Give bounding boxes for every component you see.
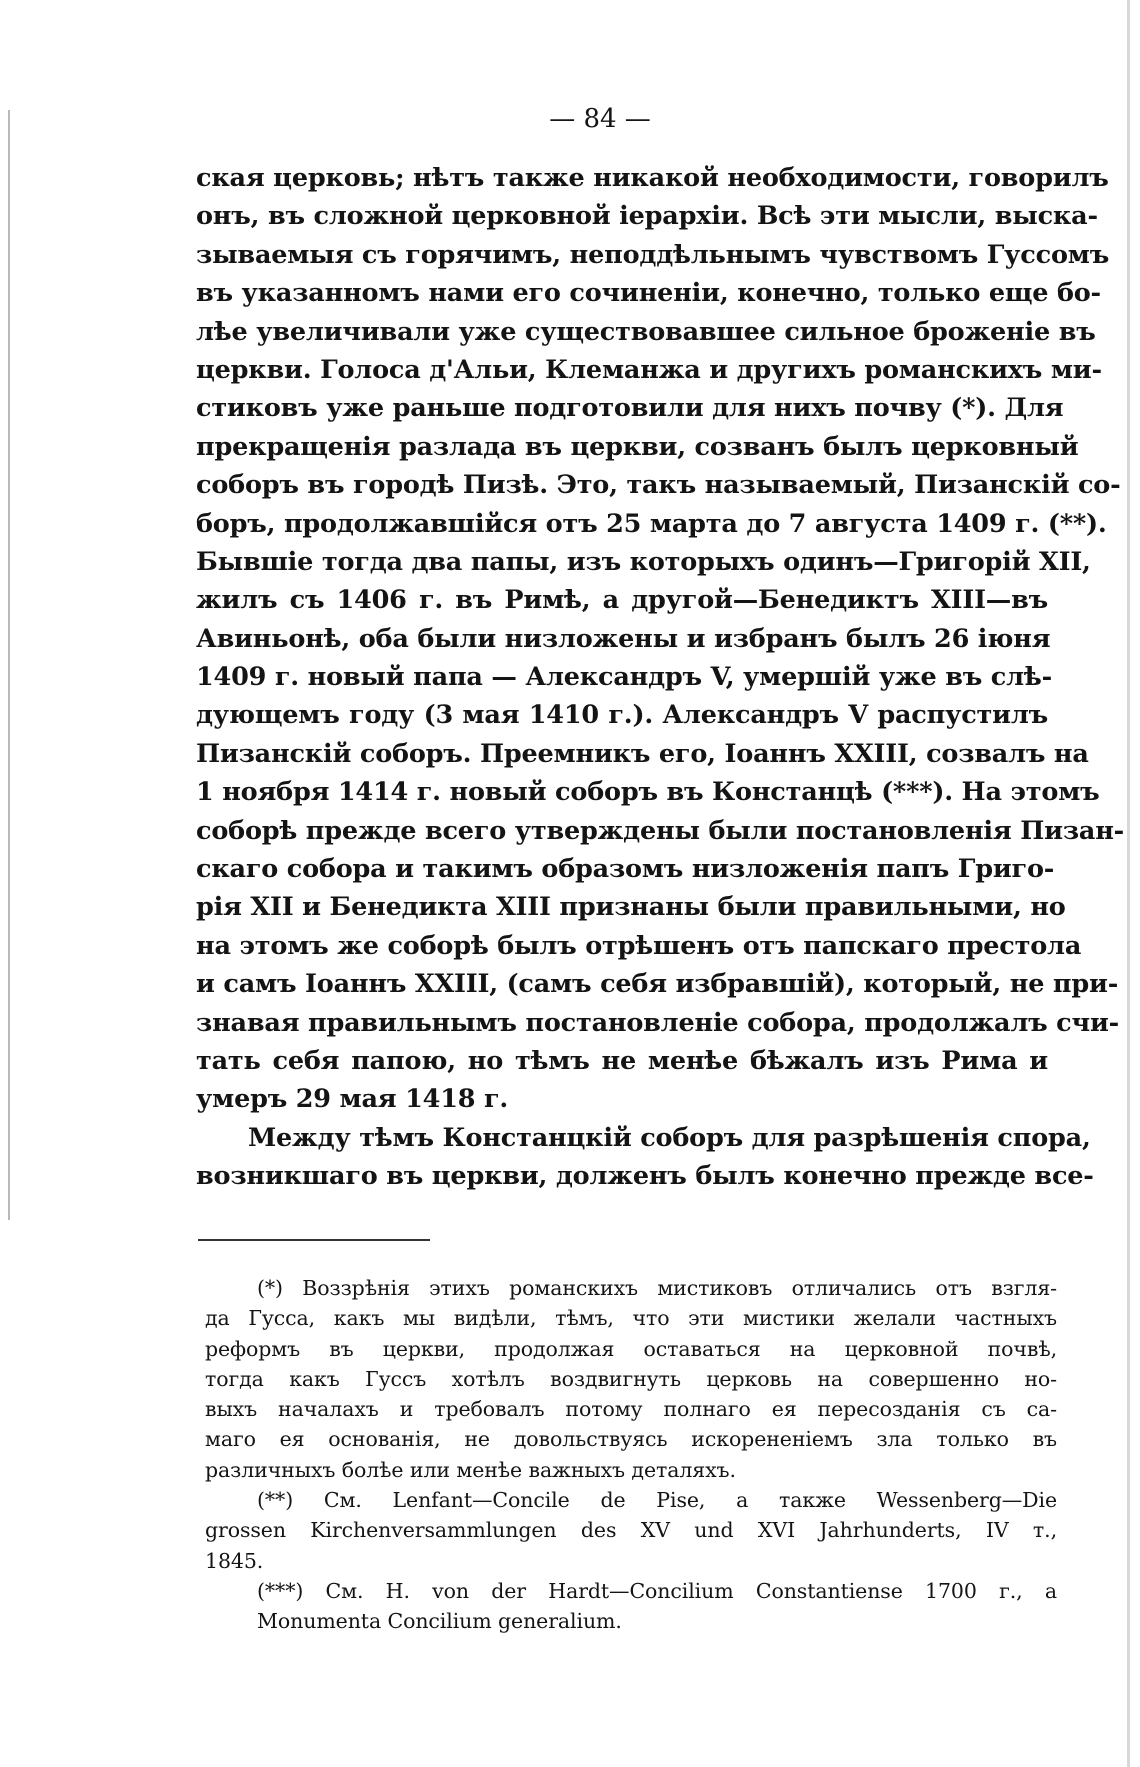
text-line: на этомъ же соборѣ былъ отрѣшенъ отъ папскаго престола xyxy=(196,930,1082,961)
text-line: 1409 г. новый папа — Александръ V, умершій уже въ слѣ- xyxy=(196,662,1053,693)
footnote-line: (***) См. H. von der Hardt—Concilium Constantiense 1700 г., а xyxy=(257,1578,1057,1603)
footnote-line: grossen Kirchenversammlungen des XV und XVI Jahrhunderts, IV т., xyxy=(205,1518,1057,1543)
text-line: Авиньонѣ, оба были низложены и избранъ былъ 26 іюня xyxy=(196,623,1051,654)
footnote-line: тогда какъ Гуссъ хотѣлъ воздвигнуть церковь на совершенно но- xyxy=(205,1366,1057,1391)
text-line: соборѣ прежде всего утверждены были постановленія Пизан- xyxy=(196,815,1125,846)
text-line: знавая правильнымъ постановленіе собора, продолжалъ счи- xyxy=(196,1007,1120,1038)
footnote-line: Monumenta Concilium generalium. xyxy=(257,1609,622,1634)
page-edge-left xyxy=(8,110,10,1220)
text-line: Пизанскій соборъ. Преемникъ его, Іоаннъ XXIII, созвалъ на xyxy=(196,738,1089,769)
text-line: жилъ съ 1406 г. въ Римѣ, а другой—Бенедиктъ XIII—въ xyxy=(196,585,1048,616)
text-line: тать себя папою, но тѣмъ не менѣе бѣжалъ изъ Рима и xyxy=(196,1045,1048,1076)
text-line: боръ, продолжавшійся отъ 25 марта до 7 августа 1409 г. (**). xyxy=(196,508,1107,539)
text-line: и самъ Іоаннъ XXIII, (самъ себя избравшій), который, не при- xyxy=(196,969,1119,1000)
text-line: умеръ 29 мая 1418 г. xyxy=(196,1084,509,1115)
text-line: скаго собора и такимъ образомъ низложенія папъ Григо- xyxy=(196,854,1055,885)
text-line: возникшаго въ церкви, долженъ былъ конечно прежде все- xyxy=(196,1161,1094,1192)
page-number: — 84 — xyxy=(549,104,651,134)
page-edge-right xyxy=(1127,0,1130,1767)
footnote-line: различныхъ болѣе или менѣе важныхъ деталяхъ. xyxy=(205,1457,736,1482)
footnote-divider xyxy=(198,1239,430,1241)
footnote-line: 1845. xyxy=(205,1548,264,1573)
text-line: зываемыя съ горячимъ, неподдѣльнымъ чувствомъ Гуссомъ xyxy=(196,239,1110,270)
text-line: церкви. Голоса д'Альи, Клеманжа и другихъ романскихъ ми- xyxy=(196,354,1102,385)
footnote-line: (**) См. Lenfant—Concile de Pise, а также Wessenberg—Die xyxy=(257,1488,1057,1513)
main-text xyxy=(196,159,1125,1196)
text-line: рія XII и Бенедикта XIII признаны были правильными, но xyxy=(196,892,1066,923)
text-line: въ указанномъ нами его сочиненіи, конечно, только еще бо- xyxy=(196,278,1101,309)
text-line: прекращенія разлада въ церкви, созванъ былъ церковный xyxy=(196,431,1079,462)
text-line: соборъ въ городѣ Пизѣ. Это, такъ называемый, Пизанскій со- xyxy=(196,470,1121,501)
footnote-line: реформъ въ церкви, продолжая оставаться на церковной почвѣ, xyxy=(205,1336,1057,1361)
footnote-line: выхъ началахъ и требовалъ потому полнаго ея пересозданія съ са- xyxy=(205,1397,1057,1422)
footnote-line: маго ея основанія, не довольствуясь искорененіемъ зла только въ xyxy=(205,1427,1057,1452)
text-line: стиковъ уже раньше подготовили для нихъ почву (*). Для xyxy=(196,393,1064,424)
text-line: Бывшіе тогда два папы, изъ которыхъ одинъ—Григорій XII, xyxy=(196,546,1091,577)
text-line: ская церковь; нѣтъ также никакой необходимости, говорилъ xyxy=(196,163,1109,193)
text-line: лѣе увеличивали уже существовавшее сильное броженіе въ xyxy=(196,316,1096,347)
text-line: 1 ноября 1414 г. новый соборъ въ Констанцѣ (***). На этомъ xyxy=(196,777,1100,808)
footnote-line: да Гусса, какъ мы видѣли, тѣмъ, что эти мистики желали частныхъ xyxy=(205,1306,1057,1331)
footnote-line: (*) Воззрѣнія этихъ романскихъ мистиковъ отличались отъ взгля- xyxy=(257,1276,1057,1300)
text-line: Между тѣмъ Констанцкій соборъ для разрѣшенія спора, xyxy=(248,1122,1091,1153)
footnotes xyxy=(205,1273,1057,1637)
text-line: онъ, въ сложной церковной іерархіи. Всѣ эти мысли, выска- xyxy=(196,201,1098,232)
text-line: дующемъ году (3 мая 1410 г.). Александръ V распустилъ xyxy=(196,700,1048,731)
